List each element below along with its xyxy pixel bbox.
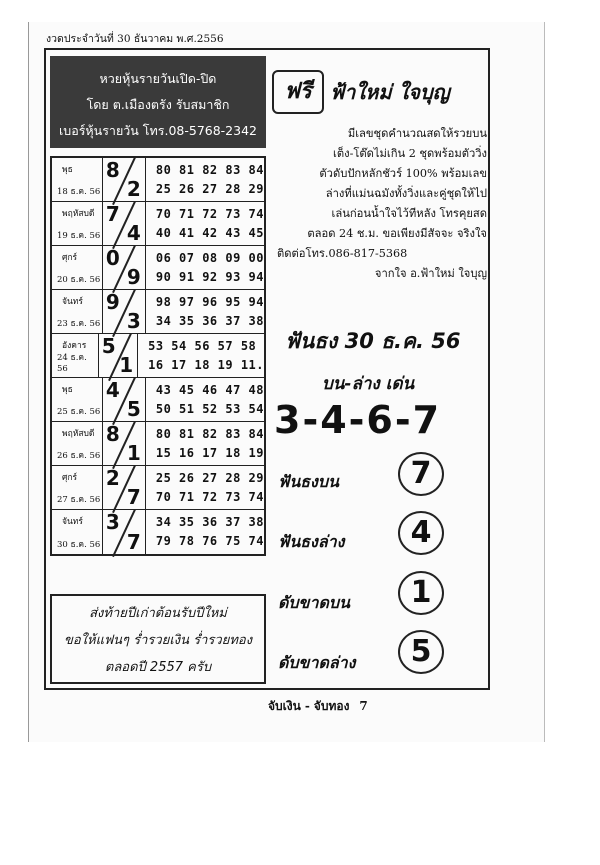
footer-right: จับทอง [313, 699, 350, 713]
table-row [52, 466, 264, 510]
digit-cell [103, 202, 146, 245]
digit-cell [103, 246, 146, 289]
numbers-top: 06 07 08 09 00 [155, 250, 264, 265]
day-date: 18 ธ.ค. 56 [57, 187, 101, 197]
numbers-top: 80 81 82 83 84 [155, 162, 264, 177]
header-box [50, 56, 266, 148]
numbers-bottom: 25 26 27 28 29 [155, 181, 264, 196]
table-row [52, 510, 264, 554]
promo-line: เต็ง-โต๊ดไม่เกิน 2 ชุดพร้อมตัววิ่ง [333, 147, 487, 160]
day-cell [52, 202, 103, 245]
header-line-1: หวยหุ้นรายวันเปิด-ปิด [99, 71, 217, 86]
digit-bottom: 3 [126, 309, 141, 333]
digit-top: 7 [105, 202, 120, 226]
wish-line-3: ตลอดปี 2557 ครับ [104, 660, 212, 675]
day-cell [52, 290, 103, 333]
featured-numbers: 3-4-6-7 [274, 398, 442, 442]
table-row [52, 422, 264, 466]
day-name: จันทร์ [62, 297, 83, 307]
day-name: พุธ [62, 385, 73, 395]
digit-cell [103, 290, 146, 333]
numbers-top: 80 81 82 83 84 [155, 426, 264, 441]
table-row [52, 158, 264, 202]
table-row [52, 334, 264, 378]
numbers-top: 43 45 46 47 48 [155, 382, 264, 397]
digit-bottom: 2 [126, 177, 141, 201]
table-row [52, 290, 264, 334]
day-cell [52, 158, 103, 201]
promo-line: ล่างที่แม่นฉมังทั้งวิ่งและคู่ชุดให้ไป [325, 187, 487, 200]
digit-top: 2 [105, 466, 120, 490]
day-name: พุธ [62, 165, 73, 175]
digit-bottom: 1 [119, 353, 134, 377]
number-cell [146, 202, 264, 245]
promo-line: เล่นก่อนน้ำใจไว้ทีหลัง โทรคุยสด [331, 207, 487, 220]
wish-line-1: ส่งท้ายปีเก่าต้อนรับปีใหม่ [89, 606, 227, 621]
day-cell [52, 466, 103, 509]
digit-top: 3 [105, 510, 120, 534]
issue-date-caption: งวดประจำวันที่ 30 ธันวาคม พ.ศ.2556 [46, 33, 224, 45]
table-row [52, 378, 264, 422]
numbers-bottom: 15 16 17 18 19 [155, 445, 264, 460]
day-cell [52, 246, 103, 289]
numbers-top: 98 97 96 95 94 [155, 294, 264, 309]
numbers-top: 53 54 56 57 58 [148, 338, 257, 353]
promo-description [277, 124, 487, 284]
promo-line: ตลอด 24 ช.ม. ขอเพียงมีสัจจะ จริงใจ [307, 227, 487, 240]
day-name: อังคาร [62, 341, 87, 351]
header-line-2: โดย ต.เมืองตรัง รับสมาชิก [86, 97, 230, 112]
promo-line: มีเลขชุดคำนวณสดให้รวยบน [347, 127, 487, 140]
number-cell [146, 510, 264, 554]
prediction-subtitle: บน-ล่าง เด่น [322, 374, 415, 394]
digit-cell [103, 378, 146, 421]
digit-bottom: 7 [126, 530, 141, 554]
pick-label-cut-bottom: ดับขาดล่าง [278, 653, 356, 672]
number-cell [146, 158, 264, 201]
header-line-3: เบอร์หุ้นรายวัน โทร.08-5768-2342 [59, 123, 257, 138]
pick-label-bottom: ฟันธงล่าง [278, 532, 345, 551]
digit-bottom: 9 [126, 265, 141, 289]
day-date: 24 ธ.ค. 56 [57, 353, 87, 374]
day-cell [52, 510, 103, 554]
digit-cell [99, 334, 138, 377]
free-badge: ฟรี [272, 70, 324, 114]
promo-signature: จากใจ อ.ฟ้าใหม่ ใจบุญ [374, 267, 487, 280]
day-date: 30 ธ.ค. 56 [57, 540, 101, 550]
numbers-top: 34 35 36 37 38 [155, 515, 264, 529]
digit-cell [103, 158, 146, 201]
number-cell [146, 466, 264, 509]
wish-line-2: ขอให้แฟนๆ ร่ำรวยเงิน ร่ำรวยทอง [63, 633, 253, 648]
digit-top: 9 [105, 290, 120, 314]
digit-cell [103, 466, 146, 509]
day-date: 19 ธ.ค. 56 [57, 231, 101, 241]
numbers-bottom: 40 41 42 43 45 [155, 225, 264, 240]
digit-bottom: 4 [126, 221, 141, 245]
day-name: จันทร์ [62, 517, 83, 527]
digit-cell [103, 510, 146, 554]
footer-separator: - [304, 699, 310, 713]
pick-value-top: 7 [398, 452, 444, 496]
numbers-bottom: 50 51 52 53 54 [155, 401, 264, 416]
new-year-wish-box [50, 594, 266, 684]
numbers-bottom: 70 71 72 73 74 [155, 489, 264, 504]
day-cell [52, 422, 103, 465]
day-date: 26 ธ.ค. 56 [57, 451, 101, 461]
number-cell [146, 378, 264, 421]
day-name: พฤหัสบดี [62, 429, 95, 439]
day-date: 25 ธ.ค. 56 [57, 407, 101, 417]
results-table [50, 156, 266, 556]
digit-top: 5 [101, 334, 116, 358]
numbers-top: 70 71 72 73 74 [155, 206, 264, 221]
digit-bottom: 5 [126, 397, 141, 421]
digit-top: 8 [105, 158, 120, 182]
day-cell [52, 334, 99, 377]
day-name: พฤหัสบดี [62, 209, 95, 219]
numbers-bottom: 34 35 36 37 38 [155, 313, 264, 328]
digit-bottom: 7 [126, 485, 141, 509]
day-cell [52, 378, 103, 421]
number-cell [138, 334, 264, 377]
day-date: 20 ธ.ค. 56 [57, 275, 101, 285]
pick-label-top: ฟันธงบน [278, 472, 339, 491]
numbers-bottom: 16 17 18 19 11. [148, 357, 264, 372]
page-number: 7 [359, 699, 368, 713]
footer-left: จับเงิน [268, 699, 301, 713]
digit-bottom: 1 [126, 441, 141, 465]
day-date: 23 ธ.ค. 56 [57, 319, 101, 329]
brand-title: ฟ้าใหม่ ใจบุญ [330, 80, 450, 104]
numbers-bottom: 90 91 92 93 94 [155, 269, 264, 284]
promo-phone: ติดต่อโทร.086-817-5368 [277, 247, 408, 260]
number-cell [146, 246, 264, 289]
digit-cell [103, 422, 146, 465]
day-name: ศุกร์ [62, 253, 78, 263]
pick-label-cut-top: ดับขาดบน [278, 593, 350, 612]
prediction-date: ฟันธง 30 ธ.ค. 56 [285, 329, 461, 353]
table-row [52, 202, 264, 246]
digit-top: 8 [105, 422, 120, 446]
digit-top: 0 [105, 246, 120, 270]
pick-value-cut-bottom: 5 [398, 630, 444, 674]
pick-value-cut-top: 1 [398, 571, 444, 615]
day-date: 27 ธ.ค. 56 [57, 495, 101, 505]
promo-line: ตัวดับปักหลักชัวร์ 100% พร้อมเลข [319, 167, 487, 180]
number-cell [146, 422, 264, 465]
day-name: ศุกร์ [62, 473, 78, 483]
pick-value-bottom: 4 [398, 511, 444, 555]
numbers-bottom: 79 78 76 75 74 [155, 534, 264, 548]
number-cell [146, 290, 264, 333]
page-footer [268, 697, 368, 716]
table-row [52, 246, 264, 290]
numbers-top: 25 26 27 28 29 [155, 470, 264, 485]
digit-top: 4 [105, 378, 120, 402]
